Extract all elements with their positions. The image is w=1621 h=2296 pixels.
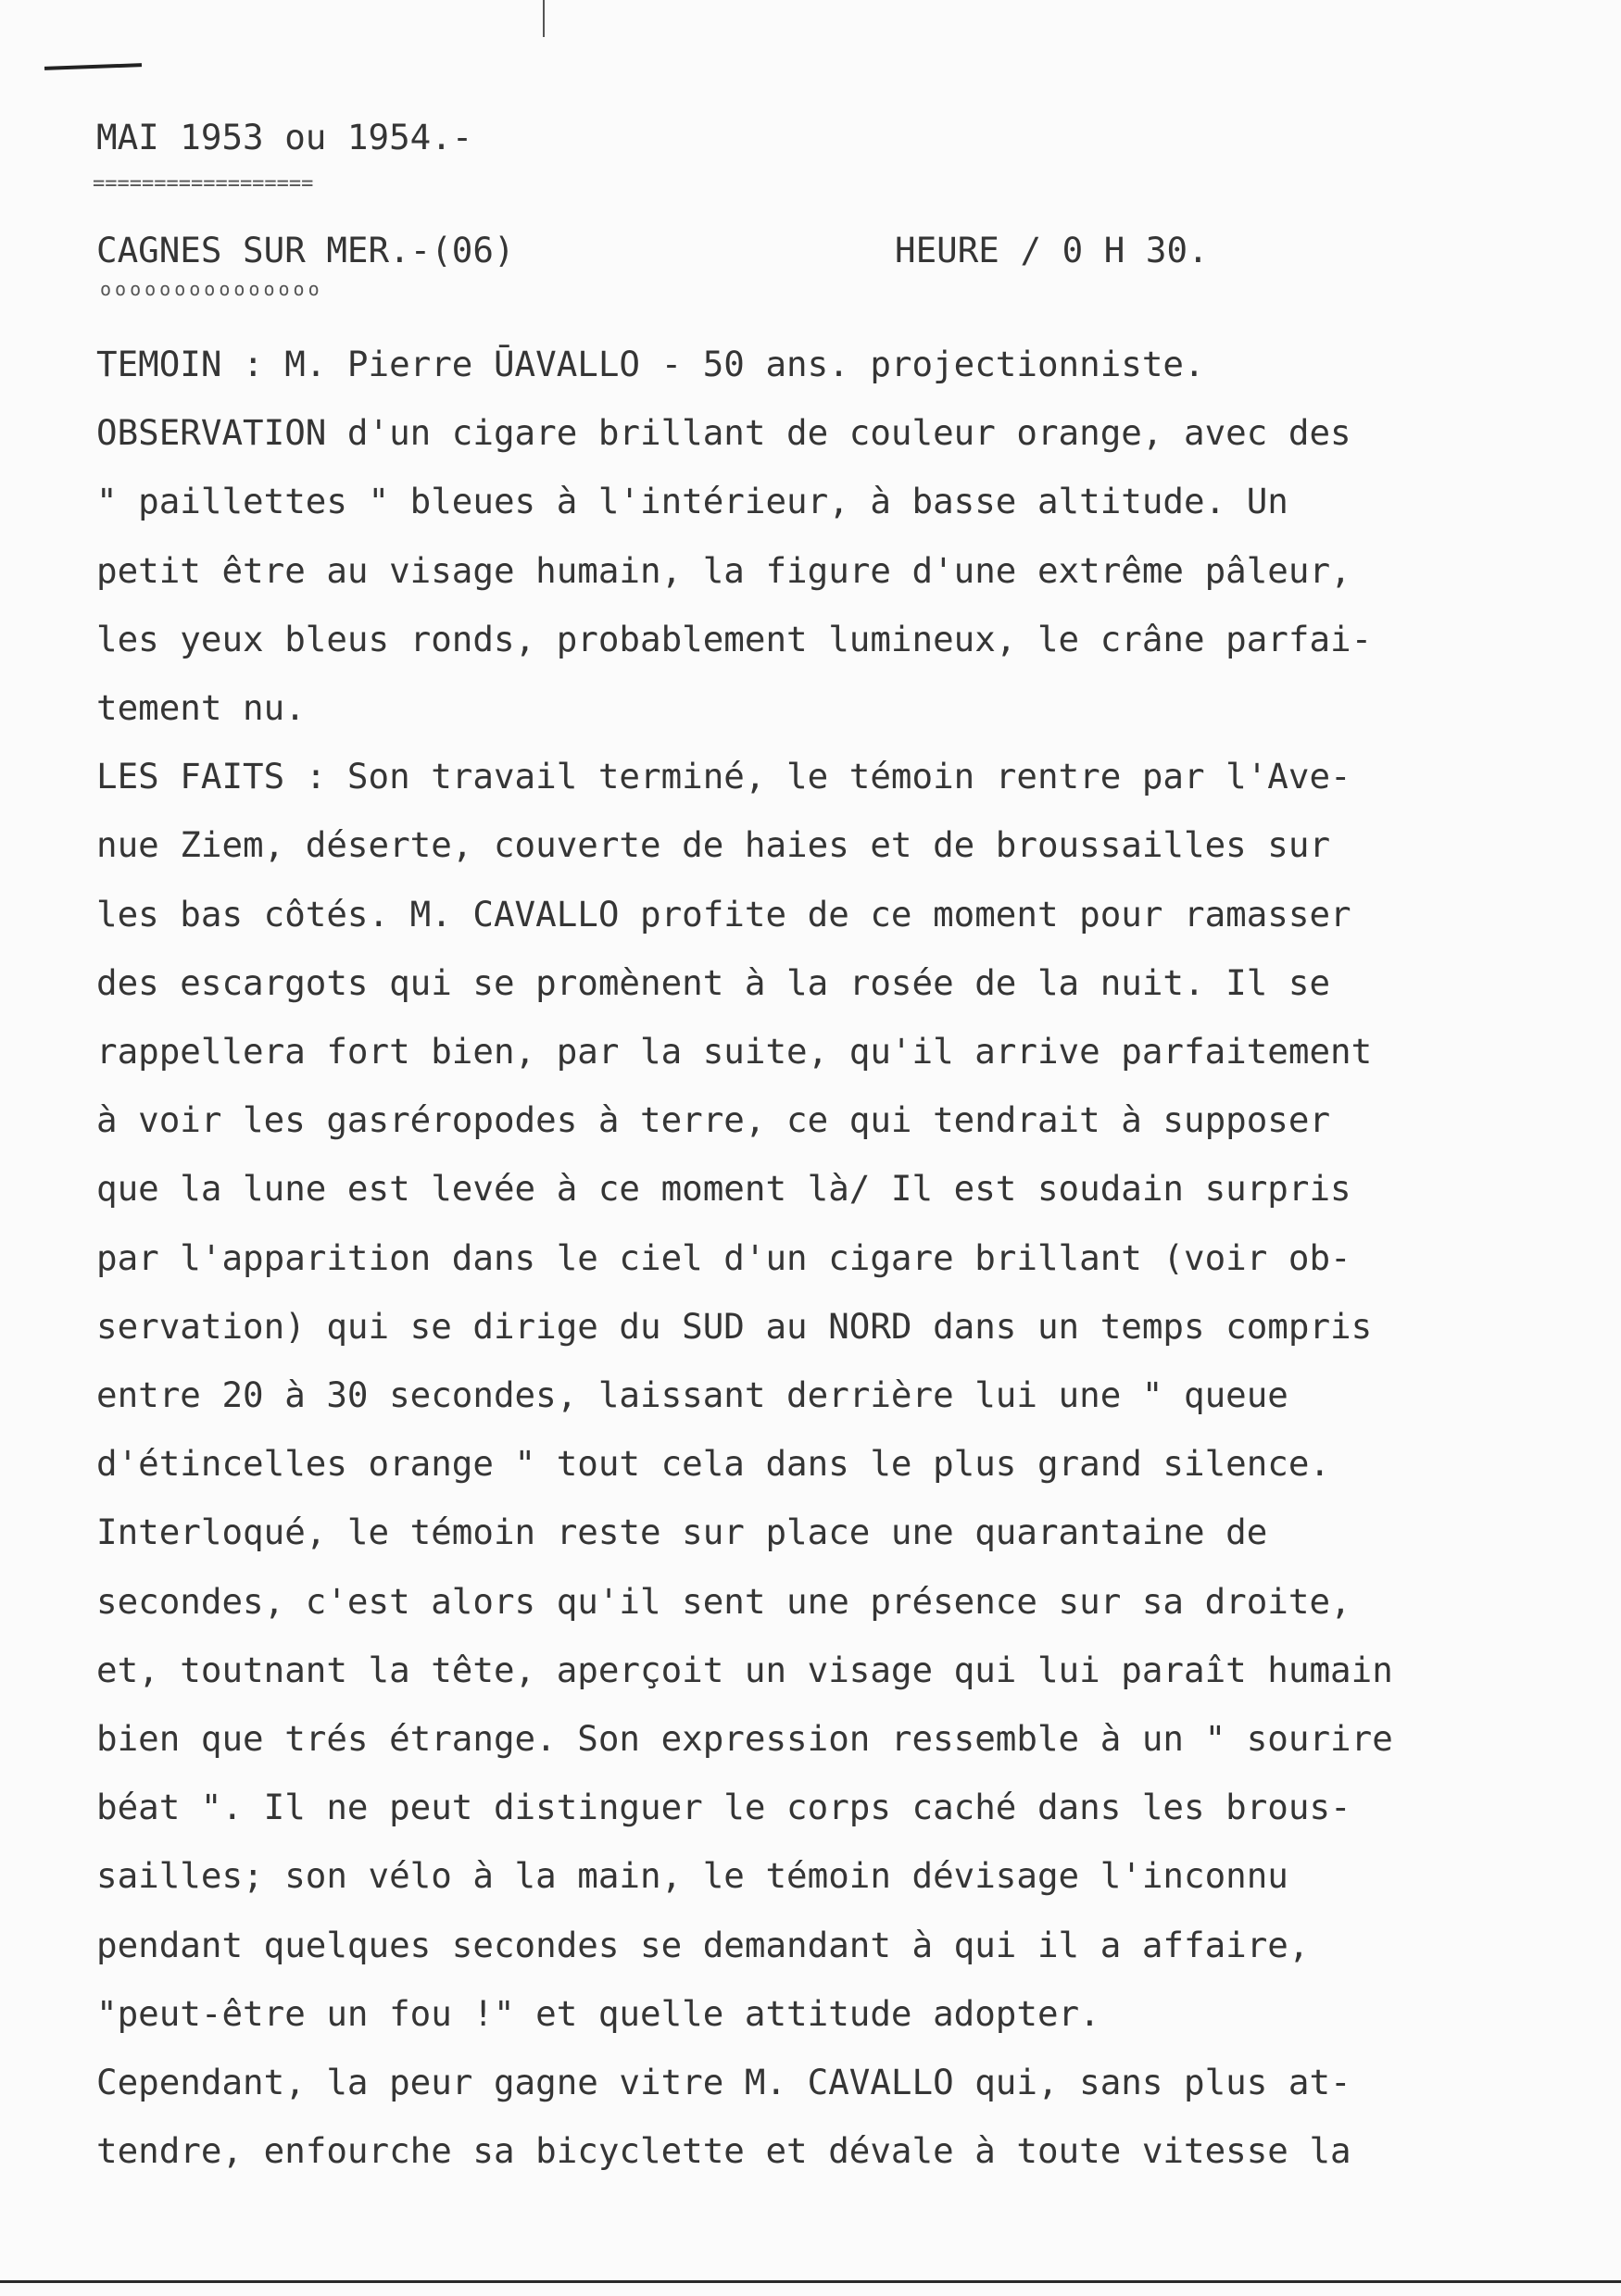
- body-line: Cependant, la peur gagne vitre M. CAVALLO qui, sans plus at-: [96, 2062, 1351, 2102]
- body-line: servation) qui se dirige du SUD au NORD dans un temps compris: [96, 1305, 1373, 1347]
- body-line: pendant quelques secondes se demandant à qui il a affaire,: [96, 1924, 1310, 1965]
- body-line: " paillettes " bleues à l'intérieur, à basse altitude. Un: [96, 481, 1288, 522]
- body-line: Interloqué, le témoin reste sur place une quarantaine de: [96, 1512, 1268, 1553]
- body-line: tendre, enfourche sa bicyclette et dévale à toute vitesse la: [96, 2130, 1351, 2172]
- body-line: TEMOIN : M. Pierre ŪAVALLO - 50 ans. projectionniste.: [96, 344, 1205, 384]
- report-time: HEURE / 0 H 30.: [895, 230, 1209, 270]
- body-line: béat ". Il ne peut distinguer le corps caché dans les brous-: [96, 1787, 1351, 1828]
- body-line: que la lune est levée à ce moment là/ Il est soudain surpris: [96, 1168, 1351, 1210]
- body-line: rappellera fort bien, par la suite, qu'il arrive parfaitement: [96, 1031, 1373, 1072]
- body-line: entre 20 à 30 secondes, laissant derrière lui une " queue: [96, 1374, 1288, 1415]
- place-underline: ooooooooooooooo: [100, 278, 323, 300]
- body-line: petit être au visage humain, la figure d'une extrême pâleur,: [96, 549, 1351, 591]
- body-line: secondes, c'est alors qu'il sent une présence sur sa droite,: [96, 1580, 1351, 1622]
- body-line: les yeux bleus ronds, probablement lumineux, le crâne parfai-: [96, 618, 1373, 659]
- report-place: CAGNES SUR MER.-(06): [96, 230, 515, 270]
- body-line: à voir les gasréropodes à terre, ce qui tendrait à supposer: [96, 1099, 1331, 1141]
- body-line: OBSERVATION d'un cigare brillant de couleur orange, avec des: [96, 412, 1351, 454]
- body-line: "peut-être un fou !" et quelle attitude adopter.: [96, 1992, 1100, 2034]
- body-line: et, toutnant la tête, aperçoit un visage qui lui paraît humain: [96, 1649, 1393, 1690]
- body-line: tement nu.: [96, 687, 306, 728]
- body-line: bien que trés étrange. Son expression ressemble à un " sourire: [96, 1718, 1393, 1759]
- page-bottom-edge: [0, 2280, 1621, 2283]
- report-date: MAI 1953 ou 1954.-: [96, 117, 473, 157]
- body-line: nue Ziem, déserte, couverte de haies et de broussailles sur: [96, 824, 1331, 866]
- crease-mark: [543, 0, 545, 37]
- body-line: des escargots qui se promènent à la rosée de la nuit. Il se: [96, 961, 1331, 1003]
- pen-stroke: [44, 63, 142, 70]
- body-line: LES FAITS : Son travail terminé, le témoin rentre par l'Ave-: [96, 756, 1351, 797]
- body-line: les bas côtés. M. CAVALLO profite de ce moment pour ramasser: [96, 893, 1351, 935]
- body-line: d'étincelles orange " tout cela dans le plus grand silence.: [96, 1443, 1331, 1485]
- date-underline: ==================: [93, 172, 314, 195]
- body-line: par l'apparition dans le ciel d'un cigare brillant (voir ob-: [96, 1236, 1351, 1278]
- body-line: sailles; son vélo à la main, le témoin dévisage l'inconnu: [96, 1855, 1288, 1897]
